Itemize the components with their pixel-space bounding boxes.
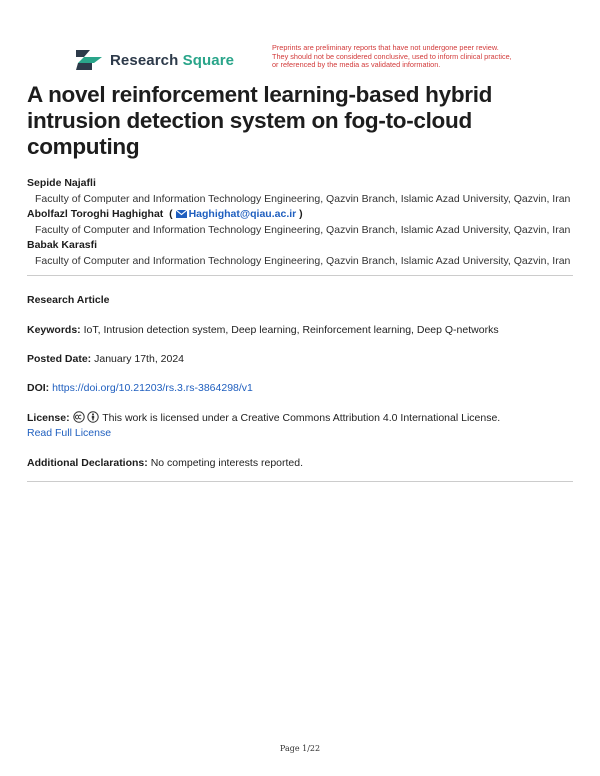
keywords-label: Keywords: (27, 324, 81, 336)
paper-title: A novel reinforcement learning-based hybrid intrusion detection system on fog-to-cloud computing (27, 82, 493, 159)
posted-date-label: Posted Date: (27, 353, 92, 365)
doi-label: DOI: (27, 382, 50, 394)
author-item (27, 207, 573, 238)
page-number: Page 1/22 (279, 744, 321, 753)
author-affiliation: Faculty of Computer and Information Technology Engineering, Qazvin Branch, Islamic Azad University, Qazvin, Iran (35, 254, 571, 267)
notice-line: Preprints are preliminary reports that have not undergone peer review. (272, 43, 499, 52)
creative-commons-icon (73, 411, 85, 423)
author-affiliation: Faculty of Computer and Information Technology Engineering, Qazvin Branch, Islamic Azad University, Qazvin, Iran (35, 192, 571, 205)
doi (27, 381, 573, 396)
research-square-logo-icon (74, 48, 104, 72)
notice-line: They should not be considered conclusive, used to inform clinical practice, (272, 51, 512, 61)
preprint-notice (272, 44, 562, 70)
logo-text-research: Research (110, 51, 179, 69)
posted-date (27, 352, 573, 367)
author-item (27, 176, 573, 207)
article-type: Research Article (27, 294, 110, 306)
keywords-value: IoT, Intrusion detection system, Deep learning, Reinforcement learning, Deep Q-networks (83, 324, 499, 336)
mail-icon (176, 210, 187, 218)
paper-content (27, 82, 573, 482)
declarations-label: Additional Declarations: (27, 457, 148, 469)
research-square-logo[interactable] (74, 48, 234, 72)
additional-declarations (27, 456, 573, 471)
divider (27, 275, 573, 276)
notice-line: or referenced by the media as validated information. (272, 60, 441, 70)
author-affiliation: Faculty of Computer and Information Technology Engineering, Qazvin Branch, Islamic Azad University, Qazvin, Iran (35, 223, 571, 236)
author-name: Sepide Najafli (27, 177, 96, 189)
posted-date-value: January 17th, 2024 (94, 353, 185, 365)
license-text: This work is licensed under a Creative Commons Attribution 4.0 International License. (102, 412, 501, 424)
read-full-license-link[interactable]: Read Full License (27, 427, 112, 439)
logo-text-square: Square (182, 51, 235, 69)
author-email-link[interactable]: Haghighat@qiau.ac.ir (188, 208, 297, 220)
doi-link[interactable]: https://doi.org/10.21203/rs.3.rs-3864298/v1 (52, 382, 253, 394)
attribution-icon (87, 411, 99, 423)
author-name: Babak Karasfi (27, 239, 98, 251)
author-name: Abolfazl Toroghi Haghighat (27, 208, 164, 220)
author-list (27, 176, 573, 269)
author-item (27, 238, 573, 269)
license-label: License: (27, 412, 70, 424)
author-email-group: ( Haghighat@qiau.ac.ir ) (166, 208, 303, 220)
declarations-value: No competing interests reported. (150, 457, 304, 469)
keywords (27, 323, 573, 338)
license (27, 411, 573, 441)
divider (27, 481, 573, 482)
logo-text (110, 52, 234, 69)
header (74, 44, 554, 78)
